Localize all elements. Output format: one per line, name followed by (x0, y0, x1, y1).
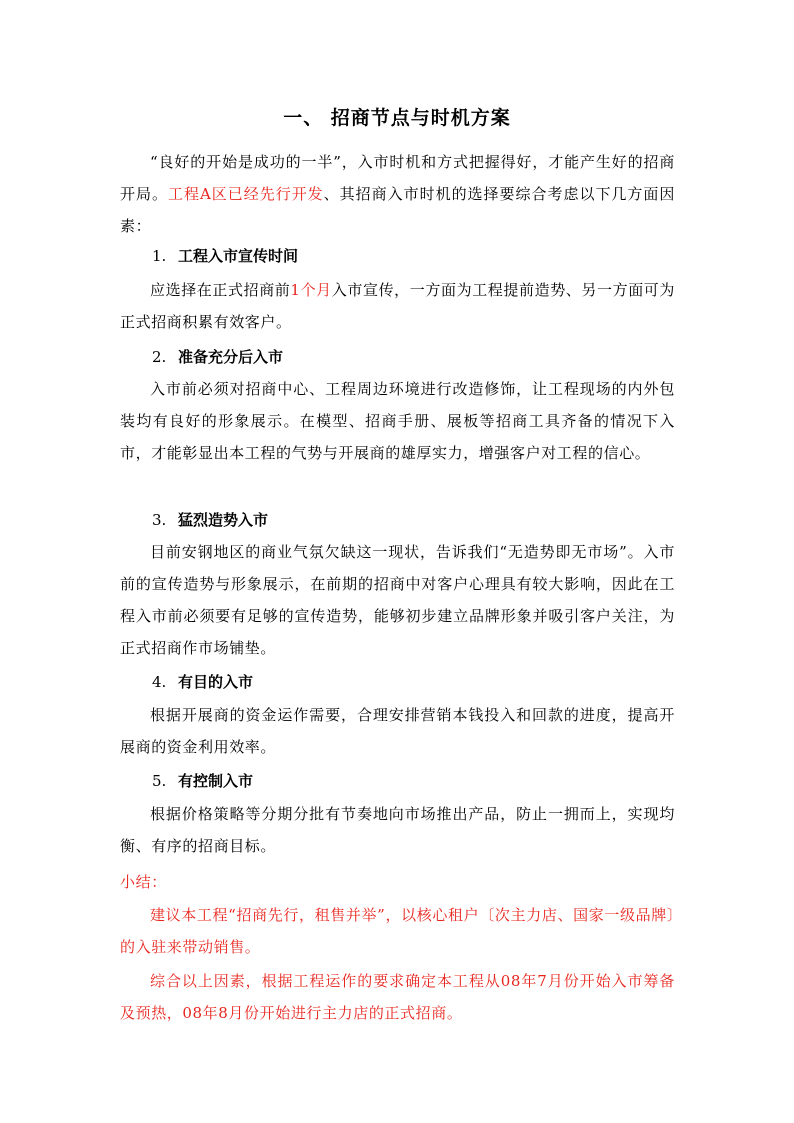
section-2-body: 入市前必须对招商中心、工程周边环境进行改造修饰，让工程现场的内外包装均有良好的形象展示。在模型、招商手册、展板等招商工具齐备的情况下入市，才能彰显出本工程的气势与开展商的雄厚实力，增强客户对工程的信心。 (120, 380, 675, 462)
section-2-heading (152, 341, 283, 373)
section-1-title: 工程入市宣传时间 (178, 247, 299, 265)
section-4-body: 根据开展商的资金运作需要，合理安排营销本钱投入和回款的进度，提高开展商的资金利用效率。 (120, 706, 675, 756)
section-1-number: 1. (152, 247, 167, 265)
intro-text-1: “良好的开始是成功的一半”，入市时机和方式把握得好，才能产生好的招商开局。 (120, 153, 675, 203)
section-3-title: 猛烈造势入市 (178, 511, 269, 529)
section-1-body-pre: 应选择在正式招商前 (150, 281, 291, 299)
section-1-heading (152, 240, 298, 272)
intro-paragraph (120, 146, 675, 242)
section-5-number: 5. (152, 772, 167, 790)
section-1-body (120, 274, 675, 338)
summary-label: 小结： (120, 873, 167, 891)
section-1-body-highlight: 1个月 (290, 281, 332, 299)
section-5-heading (152, 765, 253, 797)
section-3-body: 目前安钢地区的商业气氛欠缺这一现状，告诉我们“无造势即无市场”。入市前的宣传造势与形象展示，在前期的招商中对客户心理具有较大影响，因此在工程入市前必须要有足够的宣传造势，能够初步建立品牌形象并吸引客户关注，为正式招商作市场铺垫。 (120, 543, 675, 657)
section-2-title: 准备充分后入市 (178, 348, 284, 366)
section-5-body: 根据价格策略等分期分批有节奏地向市场推出产品，防止一拥而上，实现均衡、有序的招商目标。 (120, 805, 675, 855)
section-5-title: 有控制入市 (178, 772, 254, 790)
section-3-heading (152, 504, 268, 536)
section-4-title: 有目的入市 (178, 673, 254, 691)
section-3-number: 3. (152, 511, 167, 529)
intro-highlight: 工程A区已经先行开发 (167, 185, 324, 203)
page-title: 一、 招商节点与时机方案 (283, 107, 511, 129)
summary-paragraph-1: 建议本工程“招商先行，租售并举”，以核心租户〔次主力店、国家一级品牌〕的入驻来带动销售。 (120, 906, 675, 956)
section-4-number: 4. (152, 673, 167, 691)
section-1-body-post: 入市宣传，一方面为工程提前造势、另一方面可为正式招商积累有效客户。 (120, 281, 676, 331)
section-2-number: 2. (152, 348, 167, 366)
intro-text-3: 、其招商入市时机的选择要综合考虑以下几方面因素： (120, 185, 675, 235)
section-4-heading (152, 666, 253, 698)
summary-paragraph-2: 综合以上因素，根据工程运作的要求确定本工程从08年7月份开始入市筹备及预热，08年8月份开始进行主力店的正式招商。 (120, 972, 675, 1022)
